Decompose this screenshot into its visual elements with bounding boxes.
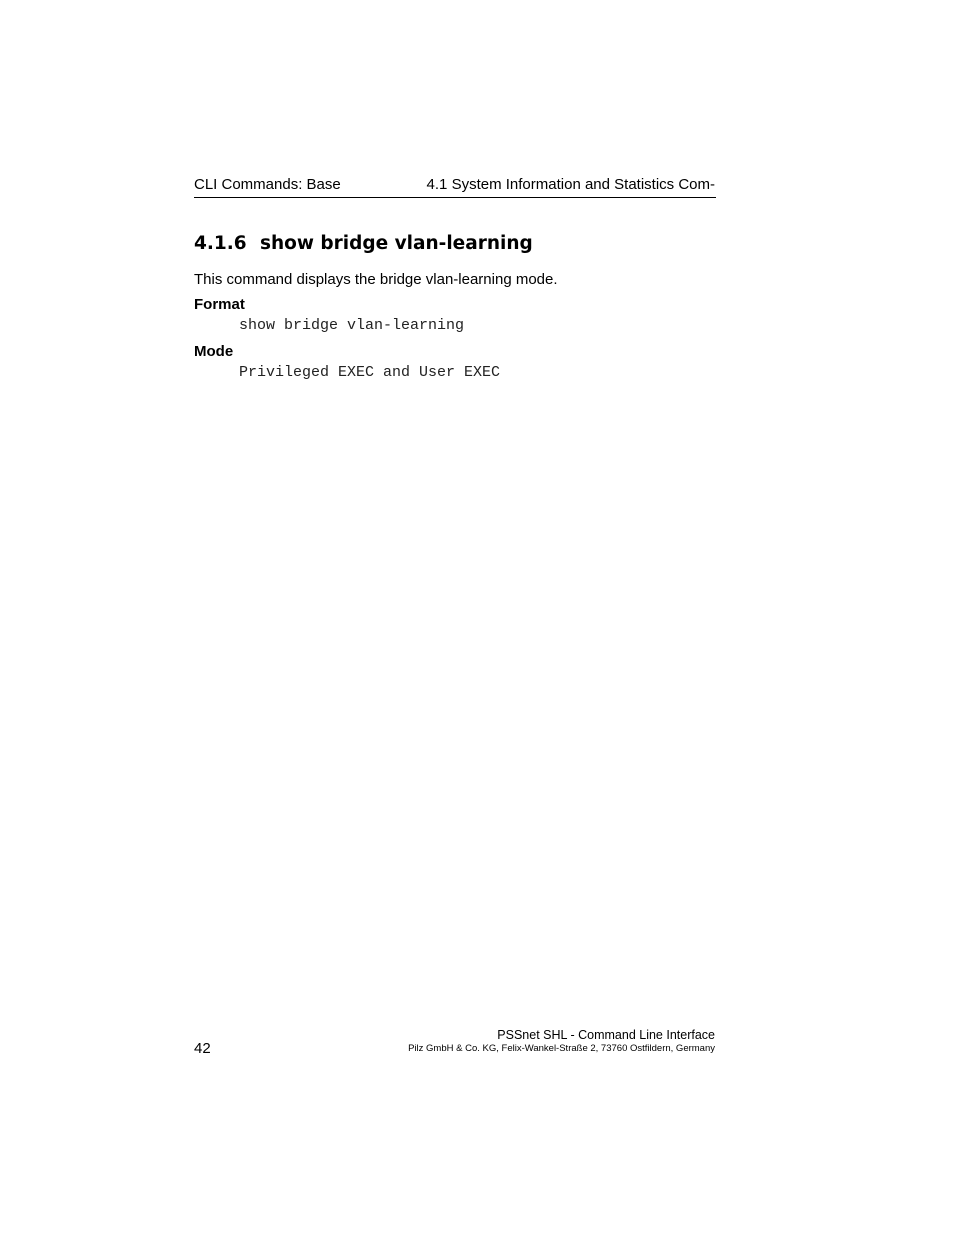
format-command: show bridge vlan-learning: [239, 317, 465, 334]
page-number: 42: [194, 1040, 211, 1057]
section-title: show bridge vlan-learning: [260, 233, 533, 254]
header-section-title: 4.1 System Information and Statistics Com-: [426, 176, 715, 193]
mode-value: Privileged EXEC and User EXEC: [239, 364, 501, 381]
section-number: 4.1.6: [194, 233, 247, 254]
header-divider: [194, 197, 716, 198]
format-label: Format: [194, 296, 245, 313]
header-chapter-title: CLI Commands: Base: [194, 176, 341, 193]
footer-document-title: PSSnet SHL - Command Line Interface: [497, 1028, 715, 1042]
section-heading: [194, 233, 533, 255]
footer-address: Pilz GmbH & Co. KG, Felix-Wankel-Straße 2, 73760 Ostfildern, Germany: [408, 1043, 715, 1054]
section-description: This command displays the bridge vlan-learning mode.: [194, 271, 558, 288]
mode-label: Mode: [194, 343, 234, 360]
